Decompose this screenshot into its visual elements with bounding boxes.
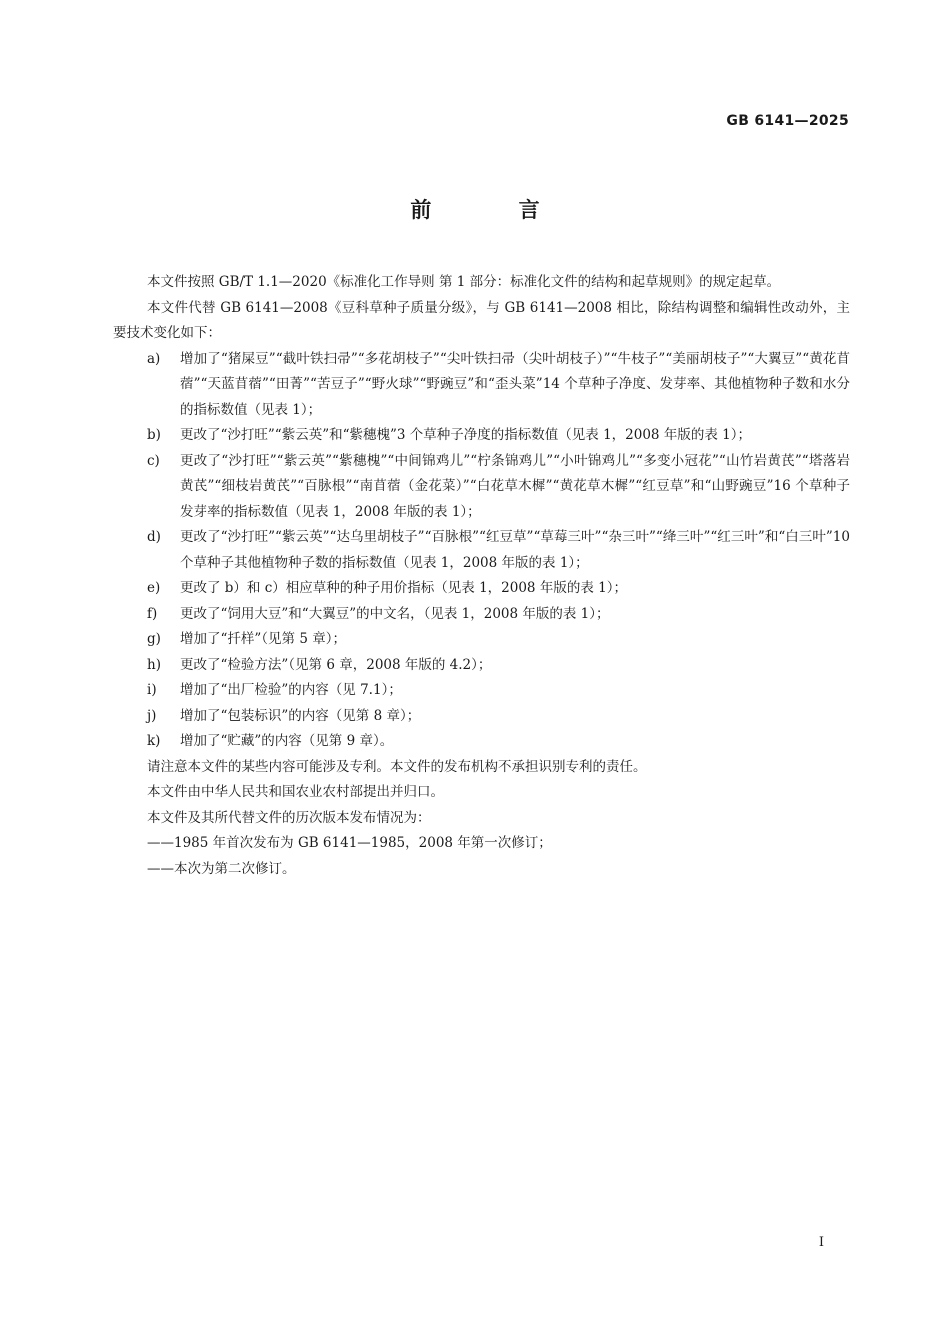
list-item-text: 增加了“扦样”（见第 5 章）； (180, 631, 346, 647)
list-item-text: 增加了“包装标识”的内容（见第 8 章）； (180, 707, 421, 724)
list-item (113, 525, 850, 576)
list-item (113, 576, 850, 602)
list-item-text: 更改了“检验方法”（见第 6 章，2008 年版的 4.2）； (180, 656, 492, 673)
list-item-label: j) (147, 707, 157, 724)
list-item-text: 更改了“沙打旺”“紫云英”和“紫穗槐”3 个草种子净度的指标数值（见表 1，2008 年版的表 1）； (180, 427, 751, 443)
list-item (113, 729, 850, 755)
list-item-text: 增加了“贮藏”的内容（见第 9 章）。 (180, 733, 394, 749)
list-item-label: d) (147, 529, 161, 545)
list-item (113, 704, 850, 730)
list-item (113, 347, 850, 424)
page-number: I (818, 1235, 824, 1250)
history-item: ——1985 年首次发布为 GB 6141—1985，2008 年第一次修订； (147, 835, 552, 851)
standard-number: GB 6141—2025 (726, 113, 849, 129)
list-item-label: c) (147, 452, 160, 469)
document-body (113, 270, 850, 882)
intro-paragraph: 本文件代替 GB 6141—2008《豆科草种子质量分级》，与 GB 6141—2008 相比，除结构调整和编辑性改动外，主要技术变化如下： (113, 299, 850, 341)
history-item: ——本次为第二次修订。 (147, 860, 296, 877)
list-item-text: 更改了“沙打旺”“紫云英”“达乌里胡枝子”“百脉根”“红豆草”“草莓三叶”“杂三叶”“绛三叶”“红三叶”和“白三叶”10 个草种子其他植物种子数的指标数值（见表 1，2008 年版的表 1）； (180, 529, 850, 571)
list-item-label: g) (147, 631, 161, 647)
list-item-label: h) (147, 656, 161, 673)
list-item-text: 更改了“沙打旺”“紫云英”“紫穗槐”“中间锦鸡儿”“柠条锦鸡儿”“小叶锦鸡儿”“多变小冠花”“山竹岩黄芪”“塔落岩黄芪”“细枝岩黄芪”“百脉根”“南苜蓿（金花菜）”“白花草木樨”“黄花草木樨”“红豆草”和“山野豌豆”16 个草种子发芽率的指标数值（见表 1，2008 年版的表 1）； (180, 452, 850, 520)
patent-note: 请注意本文件的某些内容可能涉及专利。本文件的发布机构不承担识别专利的责任。 (147, 758, 647, 775)
page-title: 前 言 (410, 198, 580, 222)
list-item-text: 增加了“猪屎豆”“截叶铁扫帚”“多花胡枝子”“尖叶铁扫帚（尖叶胡枝子）”“牛枝子”“美丽胡枝子”“大翼豆”“黄花苜蓿”“天蓝苜蓿”“田菁”“苦豆子”“野火球”“野豌豆”和“歪头菜”14 个草种子净度、发芽率、其他植物种子数和水分的指标数值（见表 1）； (180, 350, 850, 418)
history-intro: 本文件及其所代替文件的历次版本发布情况为： (147, 809, 431, 826)
list-item (113, 602, 850, 628)
list-item-label: e) (147, 580, 161, 596)
list-item (113, 423, 850, 449)
list-item-label: b) (147, 427, 161, 443)
list-item-text: 增加了“出厂检验”的内容（见 7.1）； (180, 682, 402, 698)
list-item (113, 653, 850, 679)
intro-paragraph: 本文件按照 GB/T 1.1—2020《标准化工作导则 第 1 部分：标准化文件的结构和起草规则》的规定起草。 (147, 274, 781, 290)
list-item-label: i) (147, 682, 157, 698)
list-item (113, 678, 850, 704)
list-item (113, 449, 850, 526)
list-item-text: 更改了“饲用大豆”和“大翼豆”的中文名，（见表 1，2008 年版的表 1）； (180, 605, 610, 622)
list-item-text: 更改了 b）和 c）相应草种的种子用价指标（见表 1，2008 年版的表 1）； (180, 580, 627, 596)
list-item-label: a) (147, 350, 161, 367)
proposer-note: 本文件由中华人民共和国农业农村部提出并归口。 (147, 784, 444, 800)
changes-list (113, 347, 850, 755)
list-item (113, 627, 850, 653)
list-item-label: f) (147, 605, 158, 622)
list-item-label: k) (147, 733, 161, 749)
